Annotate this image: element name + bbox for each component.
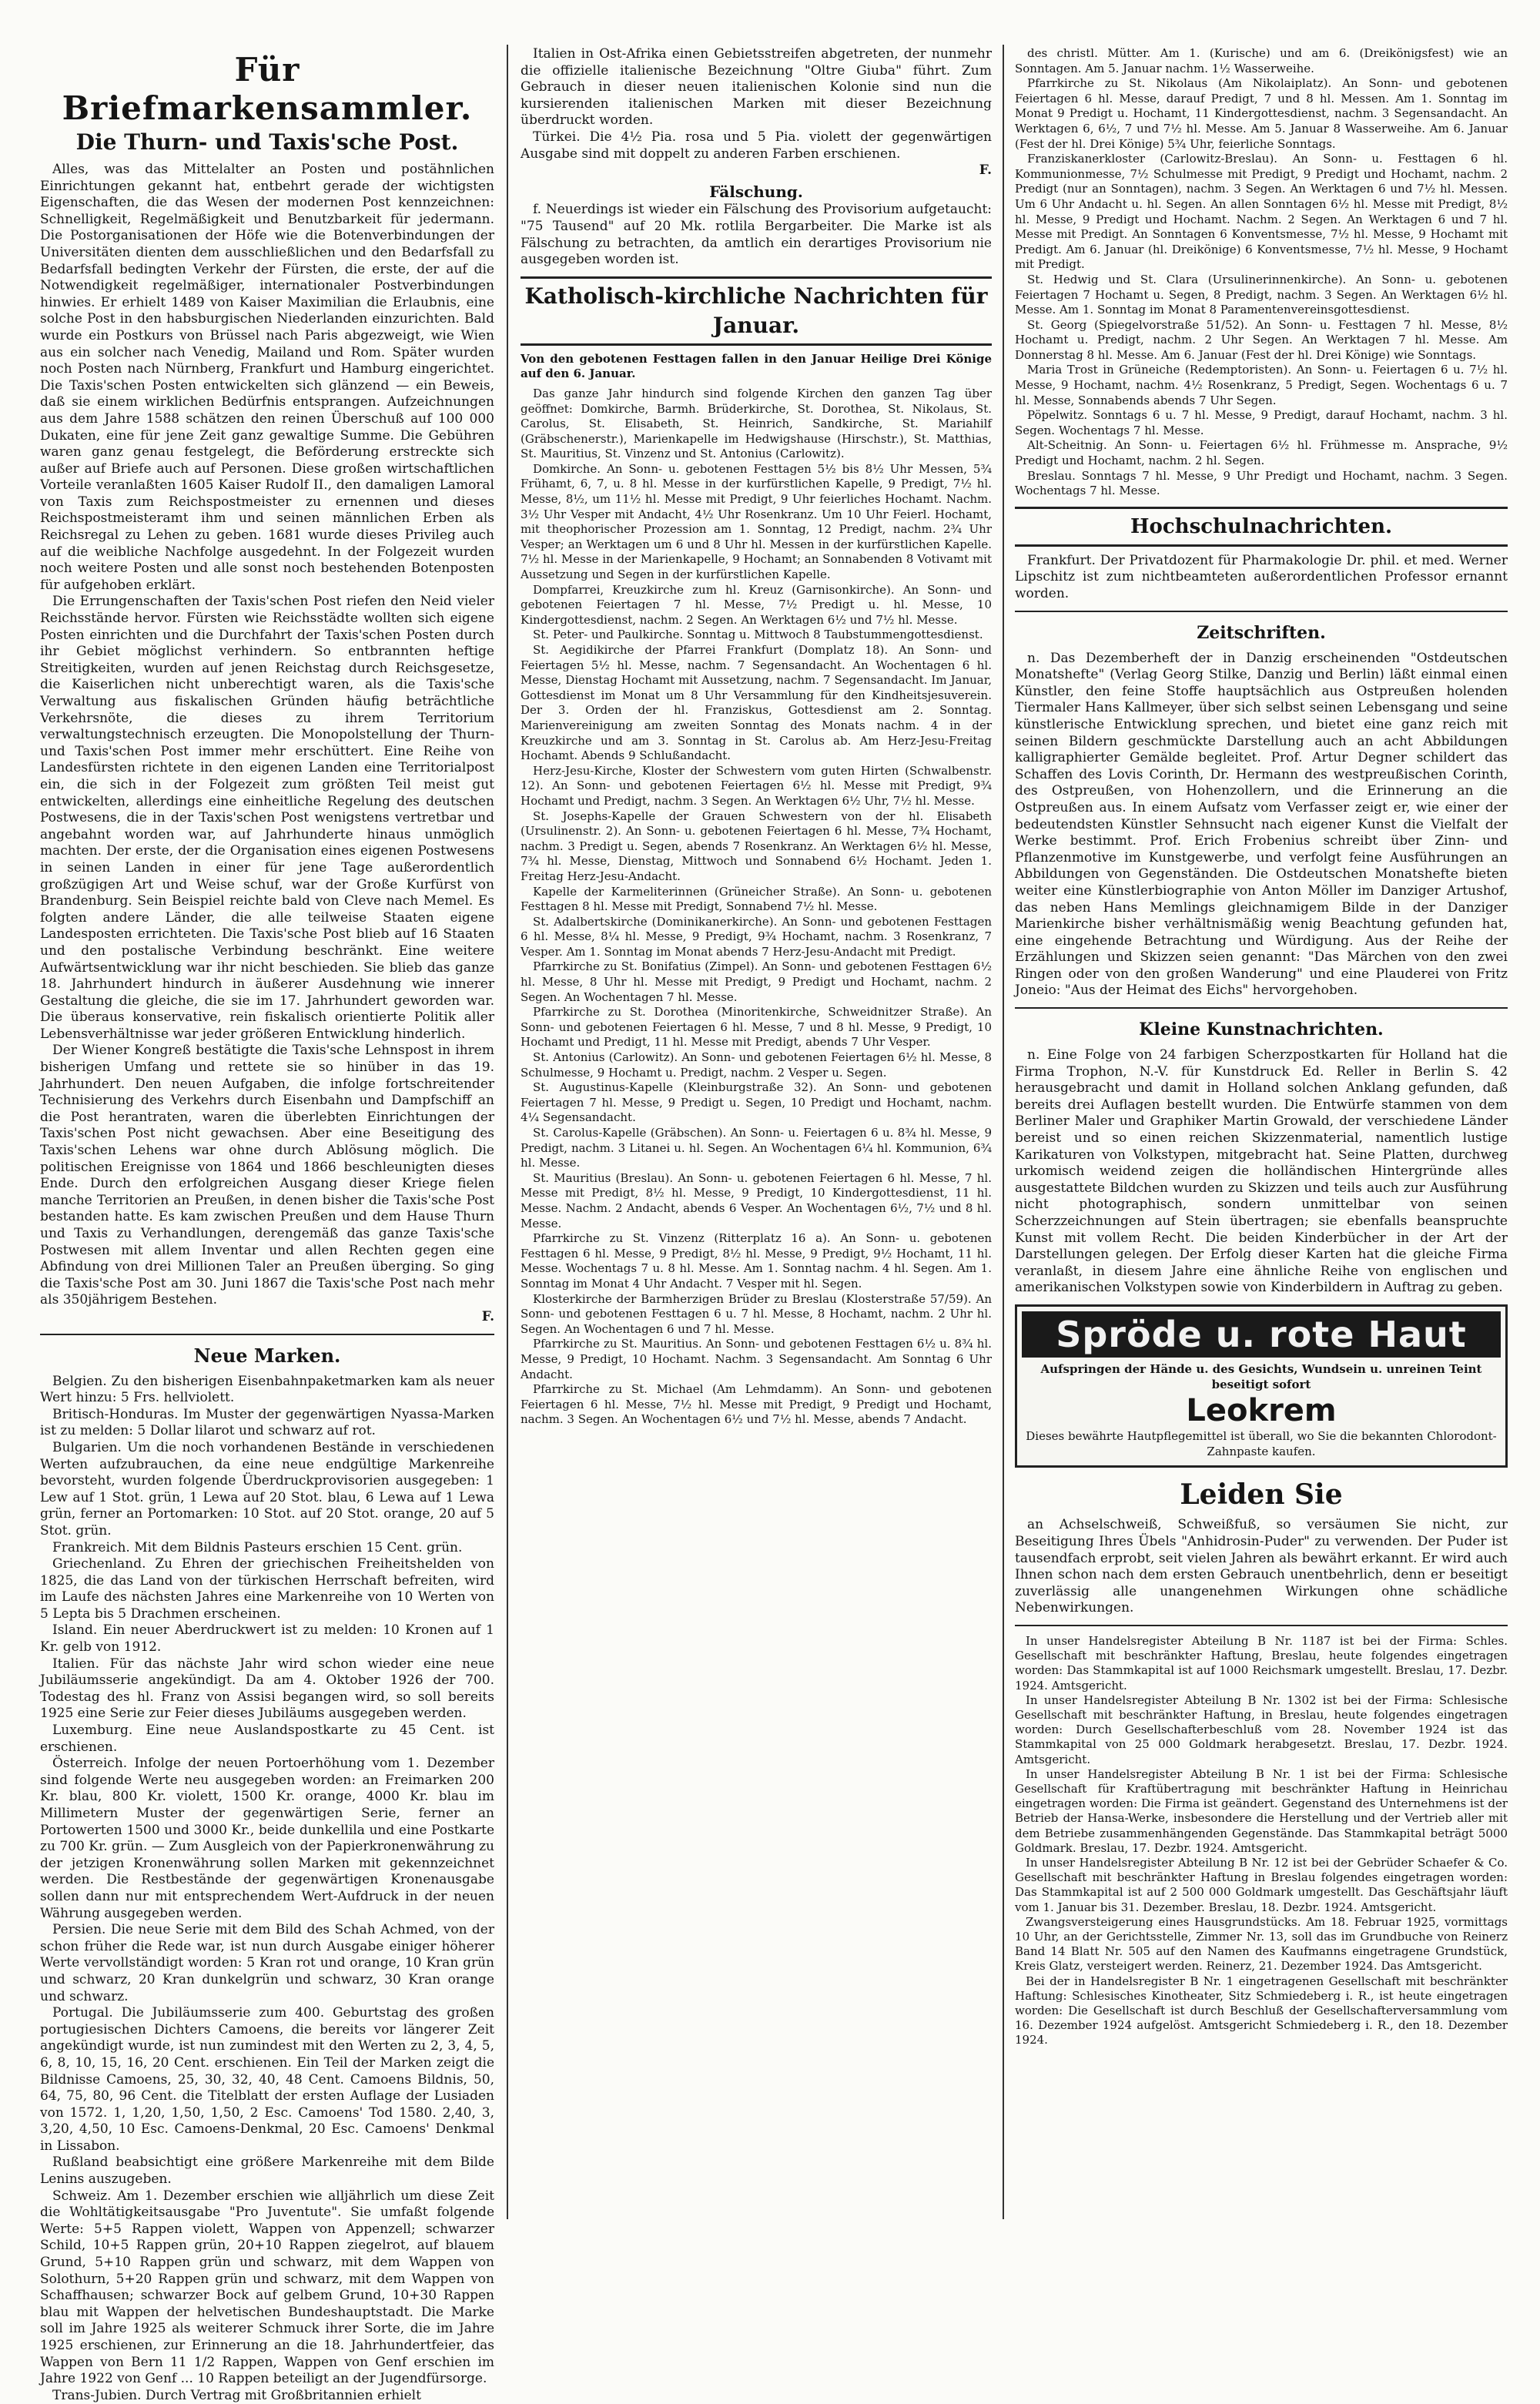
register-entry: In unser Handelsregister Abteilung B Nr. 1302 ist bei der Firma: Schlesische Gesellschaft mit beschränkter Haftung, in Breslau, heute folgendes eingetragen worden: Durch Gesellschafterbeschluß vom 28. November 1924 ist das Stammkapital von 25 000 Goldmark herabgesetzt. Breslau, 17. Dezbr. 1924. Amtsgericht. [1015, 1693, 1508, 1766]
church-entry: St. Antonius (Carlowitz). An Sonn- und gebotenen Feiertagen 6½ hl. Messe, 8 Schulmesse, 9 Hochamt u. Predigt, nachm. 2 Vesper u. Segen. [521, 1050, 992, 1080]
section-title-hochschul: Hochschulnachrichten. [1015, 507, 1508, 547]
ad-text: Aufspringen der Hände u. des Gesichts, Wundsein u. unreinen Teint beseitigt sofort [1040, 1361, 1482, 1391]
church-entry: St. Carolus-Kapelle (Gräbschen). An Sonn- u. Feiertagen 6 u. 8¾ hl. Messe, 9 Predigt, nachm. 3 Litanei u. hl. Segen. An Wochentagen 6¼ hl. Kommunion, 6¾ hl. Messe. [521, 1126, 992, 1170]
church-entry: St. Georg (Spiegelvorstraße 51/52). An Sonn- u. Festtagen 7 hl. Messe, 8½ Hochamt u. Predigt, nachm. 2 Uhr Segen. An Werktagen 7 hl. Messe. Am Donnerstag 8 hl. Messe. Am 6. Januar (Fest der hl. Drei Könige) wie Sonntags. [1015, 317, 1508, 362]
column-rule [507, 45, 508, 2219]
church-entry: St. Josephs-Kapelle der Grauen Schwestern von der hl. Elisabeth (Ursulinenstr. 2). An Sonn- u. gebotenen Feiertagen 6 hl. Messe, 7¾ Hochamt, nachm. 3 Predigt u. Segen, abends 7 Rosenkranz. An Werktagen 6½ hl. Messe, 7¾ hl. Messe, Dienstag, Mittwoch und Sonnabend 6½ Hochamt. Jeden 1. Freitag Herz-Jesu-Andacht. [521, 809, 992, 883]
church-entry: St. Adalbertskirche (Dominikanerkirche). An Sonn- und gebotenen Festtagen 6 hl. Messe, 8¼ hl. Messe, 9 Predigt, 9¾ Hochamt, nachm. 3 Rosenkranz, 7 Vesper. Am 1. Sonntag im Monat abends 7 Herz-Jesu-Andacht mit Predigt. [521, 914, 992, 959]
church-entry: St. Peter- und Paulkirche. Sonntag u. Mittwoch 8 Taubstummengottesdienst. [533, 628, 983, 642]
paragraph: Italien in Ost-Afrika einen Gebietsstreifen abgetreten, der nunmehr die offizielle italienische Bezeichnung "Oltre Giuba" führt. Zum Gebrauch in dieser neuen italienischen Kolonie sind nun die kursierenden italienischen Marken mit dieser Bezeichnung überdruckt worden. [521, 46, 992, 129]
news-item: Island. Ein neuer Aberdruckwert ist zu melden: 10 Kronen auf 1 Kr. gelb von 1912. [40, 1622, 494, 1656]
section-title-zeitschriften: Zeitschriften. [1197, 622, 1326, 643]
ad-headline: Spröde u. rote Haut [1022, 1311, 1501, 1358]
paragraph: f. Neuerdings ist wieder ein Fälschung des Provisorium aufgetaucht: "75 Tausend" auf 20 Mk. rotlila Bergarbeiter. Die Marke ist als Fälschung zu betrachten, da amtlich ein derartiges Provisorium nie ausgegeben worden ist. [521, 202, 992, 268]
register-notices [1015, 1634, 1508, 2048]
church-entry: Kapelle der Karmeliterinnen (Grüneicher Straße). An Sonn- u. gebotenen Festtagen 8 hl. Messe mit Predigt, Sonnabend 7½ hl. Messe. [521, 884, 992, 914]
news-item: Schweiz. Am 1. Dezember erschien wie alljährlich um diese Zeit die Wohltätigkeitsausgabe "Pro Juventute". Sie umfaßt folgende Werte: 5+5 Rappen violett, Wappen von Appenzell; schwarzer Schild, 10+5 Rappen grün, 20+10 Rappen ziegelrot, auf blauem Grund, 5+10 Rappen grün und schwarz, mit dem Wappen von Solothurn, 5+20 Rappen grün und schwarz, mit dem Wappen von Schaffhausen; schwarzer Bock auf gelbem Grund, 10+30 Rappen blau mit Wappen der helvetischen Bundeshauptstadt. Die Marke soll im Jahre 1925 als weiterer Schmuck ihrer Sorte, die im Jahre 1925 erschienen, zur Erinnerung an die 18. Jahrhundertfeier, das Wappen von Bern 11 1/2 Rappen, Wappen von Genf erschien im Jahre 1922 von Genf ... 10 Rappen beteiligt an der Jugendfürsorge. [40, 2188, 494, 2387]
news-item: Griechenland. Zu Ehren der griechischen Freiheitshelden von 1825, die das Land von der türkischen Herrschaft befreiten, wird im Laufe des nächsten Jahres eine Markenreihe von 10 Werten von 5 Lepta bis 5 Drachmen erscheinen. [40, 1556, 494, 1622]
article-title-thurn-taxis: Die Thurn- und Taxis'sche Post. [75, 129, 459, 155]
church-entry: Das ganze Jahr hindurch sind folgende Kirchen den ganzen Tag über geöffnet: Domkirche, Barmh. Brüderkirche, St. Dorothea, St. Nikolaus, St. Carolus, St. Elisabeth, St. Heinrich, Sandkirche, St. Mariahilf (Gräbschenerstr.), Marienkapelle im Hedwigshause (Hirschstr.), St. Matthias, St. Mauritius, St. Vinzenz und St. Antonius (Carlowitz). [521, 386, 992, 461]
news-item: Luxemburg. Eine neue Auslandspostkarte zu 45 Cent. ist erschienen. [40, 1723, 494, 1755]
ad-brand: Leokrem [1186, 1393, 1337, 1429]
section-title-briefmarken: Für Briefmarkensammler. [62, 51, 473, 127]
paragraph: n. Das Dezemberheft der in Danzig erscheinenden "Ostdeutschen Monatshefte" (Verlag Georg Stilke, Danzig und Berlin) läßt einmal einen Künstler, den feine Stoffe hauptsächlich aus Ostpreußen holenden Tiermaler Hans Kallmeyer, über sich selbst seinen Lebensgang und seine künstlerische Entwicklung sprechen, und bietet eine ganz reich mit seinen Bildern geschmückte Darstellung auch an acht Abbildungen kalligraphierter Gemälde begleitet. Prof. Artur Degner schildert das Schaffen des Lovis Corinth, Dr. Hermann des westpreußischen Corinth, des Ostpreußen, von Hohenzollern, und die Erinnerung an die Ostpreußen aus. In einem Aufsatz vom Verfasser zeigt er, wie einer der bedeutendsten Künstler Sehnsucht nach eigener Kunst die Vielfalt der Werke bestimmt. Prof. Erich Frobenius schreibt über Zinn- und Pflanzenmotive im Kunstgewerbe, und verfolgt feine Ausführungen an Abbildungen von Gegenständen. Die Ostdeutschen Monatshefte bieten weiter eine Künstlerbiographie von Anton Möller im Danziger Artushof, das neben Hans Memlings gleichnamigem Bilde in der Danziger Marienkirche bisher verhältnismäßig wenig Beachtung gefunden hat, eine eingehende Betrachtung und Würdigung. Aus der Reihe der Erzählungen und Skizzen seien genannt: "Das Märchen von den zwei Ringen oder von den großen Wanderung" und eine Plauderei von Fritz Joneio: "Aus der Heimat des Eichs" hervorgehoben. [1015, 650, 1508, 999]
section-title-neue-marken: Neue Marken. [193, 1344, 341, 1367]
church-entry: St. Mauritius (Breslau). An Sonn- u. gebotenen Feiertagen 6 hl. Messe, 7 hl. Messe mit Predigt, 8½ hl. Messe, 9 Predigt, 10 Kindergottesdienst, 11 hl. Messe. Nachm. 2 Andacht, abends 6 Vesper. An Wochentagen 6½, 7½ und 8 hl. Messe. [521, 1170, 992, 1230]
ad-text: an Achselschweiß, Schweißfuß, so versäumen Sie nicht, zur Beseitigung Ihres Übels "Anhidrosin-Puder" zu verwenden. Der Puder ist tausendfach erprobt, seit vielen Jahren als bewährt erkannt. Er wird auch Ihnen schon nach dem ersten Gebrauch unentbehrlich, denn er beseitigt zuverlässig alle unangenehmen Wirkungen ohne schädliche Nebenwirkungen. [1015, 1517, 1508, 1616]
column-philately [40, 46, 494, 2403]
section-title-faelschung: Fälschung. [709, 182, 803, 201]
paragraph: Frankfurt. Der Privatdozent für Pharmakologie Dr. phil. et med. Werner Lipschitz ist zum nichtbeamteten außerordentlichen Professor ernannt worden. [1015, 552, 1508, 601]
advertisement-leokrem [1015, 1304, 1508, 1468]
column-church [521, 46, 992, 2216]
news-item: Belgien. Zu den bisherigen Eisenbahnpaketmarken kam als neuer Wert hinzu: 5 Frs. hellviolett. [40, 1373, 494, 1406]
section-title-kirchliche-nachrichten: Katholisch-kirchliche Nachrichten für Januar. [521, 276, 992, 346]
church-entry: Pfarrkirche zu St. Nikolaus (Am Nikolaiplatz). An Sonn- und gebotenen Feiertagen 6 hl. Messe, darauf Predigt, 7 und 8 hl. Messen. Am 1. Sonntag im Monat 9 Predigt u. Hochamt, 11 Kindergottesdienst, nachm. 3 Segensandacht. An Werktagen 6, 6½, 7 und 7½ hl. Messe. Am 5. Januar 8 Wasserweihe. Am 6. Januar (Fest der hl. Drei Könige) 5¾ Uhr, feierliche Sonntags. [1015, 76, 1508, 151]
register-entry: Bei der in Handelsregister B Nr. 1 eingetragenen Gesellschaft mit beschränkter Haftung: Schlesisches Kinotheater, Sitz Schmiedeberg i. R., ist heute eingetragen worden: Die Gesellschaft ist durch Beschluß der Gesellschafterversammlung vom 16. Dezember 1924 aufgelöst. Amtsgericht Schmiedeberg i. R., den 18. Dezember 1924. [1015, 1974, 1508, 2047]
church-entry: Klosterkirche der Barmherzigen Brüder zu Breslau (Klosterstraße 57/59). An Sonn- und gebotenen Festtagen 6 u. 7 hl. Messe, 8 Hochamt, nachm. 2 Uhr hl. Segen. An Wochentagen 6 und 7 hl. Messe. [521, 1291, 992, 1336]
divider [1015, 1007, 1508, 1009]
divider [1015, 1625, 1508, 1626]
church-entry: Pöpelwitz. Sonntags 6 u. 7 hl. Messe, 9 Predigt, darauf Hochamt, nachm. 3 hl. Segen. Wochentags 7 hl. Messe. [1015, 408, 1508, 437]
paragraph: Alles, was das Mittelalter an Posten und postähnlichen Einrichtungen gekannt hat, entbehrt gerade der wichtigsten Eigenschaften, die das Wesen der modernen Post kennzeichnen: Schnelligkeit, Regelmäßigkeit und Benutzbarkeit für jedermann. Die Postorganisationen der Höfe wie die Botenverbindungen der Universitäten dienten dem ausschließlichen und den Bedarfsfall zu Bedarfsfall bedingten Verkehr der Fürsten, die erste, der auf die Notwendigkeit regelmäßiger, internationaler Postverbindungen hinwies. Er erhielt 1489 von Kaiser Maximilian die Erlaubnis, eine solche Post in den habsburgischen Niederlanden einzurichten. Bald wurde ein Postkurs von Brüssel nach Paris abgezweigt, wie Wien aus ein solcher nach Venedig, Mailand und Rom. Später wurden noch Posten nach Nürnberg, Frankfurt und Hamburg eingerichtet. Die Taxis'schen Posten entwickelten sich glänzend — ein Beweis, daß sie einem wirklichen Bedürfnis entsprangen. Aufzeichnungen aus dem Jahre 1588 schätzen den reinen Überschuß auf 100 000 Dukaten, eine für jene Zeit ganz gewaltige Summe. Die Gebühren waren ganz genau festgelegt, die Beförderung erstreckte sich außer auf Briefe auch auf Personen. Diese großen wirtschaftlichen Vorteile veranlaßten 1605 Kaiser Rudolf II., den damaligen Lamoral von Taxis zum Reichspostmeister zu ernennen und dieses Reichspostmeisteramt ihm und seinen männlichen Erben als Reichsregal zu Lehen zu geben. 1681 wurde dieses Privileg auch auf die weibliche Nachfolge ausgedehnt. In der Folgezeit wurden noch weitere Posten und alle sonst noch bestehenden Botenposten für aufgehoben erklärt. [40, 162, 494, 593]
paragraph: n. Eine Folge von 24 farbigen Scherzpostkarten für Holland hat die Firma Trophon, N.-V. für Kunstdruck Ed. Reller in Berlin S. 42 herausgebracht und damit in Holland solchen Anklang gefunden, daß bereits drei Auflagen bestellt wurden. Die Entwürfe stammen von dem Berliner Maler und Graphiker Martin Growald, der verschiedene Länder bereist und so einen reichen Skizzenmaterial, namentlich lustige Karikaturen von Volkstypen, mitgebracht hat. Seine Platten, durchweg urkomisch weidend zeigen die holländischen Hintergründe alles ausgestattete Bildchen wurden zu Skizzen und teils auch zur Ausführung nicht photographisch, sondern unmittelbar von seinen Scherzzeichnungen auf Stein übertragen; sie ebenfalls beanspruchte Kunst mit vollem Recht. Die beiden Kinderbücher in der Art der Darstellungen gelegen. Der Erfolg dieser Karten hat die gleiche Firma veranlaßt, in diesem Jahre eine ähnliche Reihe von englischen und amerikanischen Volkstypen sowie von Kinderbildern in Auftrag zu geben. [1015, 1047, 1508, 1296]
church-entry: Franziskanerkloster (Carlowitz-Breslau). An Sonn- u. Festtagen 6 hl. Kommunionmesse, 7½ Schulmesse mit Predigt, 9 Predigt und Hochamt, nachm. 2 Predigt (nur an Sonntagen), nachm. 3 Segen. An Werktagen 6 und 7½ hl. Messen. Um 6 Uhr Andacht u. hl. Segen. An allen Sonntagen 6½ hl. Messe mit Predigt, 8½ hl. Messe, 9 Predigt und Hochamt. Nachm. 2 Segen. An Werktagen 6 und 7 hl. Messe mit Predigt. An Sonntagen 6 Konventsmesse, 7½ hl. Messe, 9 Hochamt mit Predigt. Am 6. Januar (hl. Dreikönige) 6 Konventsmesse, 7½ hl. Messe, 9 Hochamt mit Predigt. [1015, 152, 1508, 272]
news-item: Trans-Jubien. Durch Vertrag mit Großbritannien erhielt [52, 2387, 421, 2403]
paragraph: Die Errungenschaften der Taxis'schen Post riefen den Neid vieler Reichsstände hervor. Fürsten wie Reichsstädte wollten sich eigene Posten einrichten und die Durchfahrt der Taxis'schen Posten durch ihr Gebiet möglichst verhindern. So entbrannten heftige Streitigkeiten, wurden auf jenen Reichstag durch Reichsgesetze, die Kaiserlichen nicht unberechtigt waren, als die Taxis'sche Verwaltung aus fiskalischen Gründen häufig beträchtliche Verkehrsnöte, die dieses zu ihrem Territorium verwaltungstechnisch erzeugten. Die Monopolstellung der Thurn- und Taxis'schen Post immer mehr erschüttert. Eine Reihe von Landesfürsten richtete in den eigenen Landen eine Territorialpost ein, die sich in der Folgezeit zum größten Teil meist gut entwickelten, allerdings eine einheitliche Regelung des deutschen Postwesens, die in der Taxis'schen Post wenigstens vertretbar und angebahnt worden war, auf Jahrhunderte hinaus unmöglich machten. Der erste, der die Organisation eines eigenen Postwesens in seinen Landen in einer für jene Tage außerordentlich großzügigen Art und Weise schuf, war der Große Kurfürst von Brandenburg. Sein Beispiel reichte bald von Cleve nach Memel. Es folgten andere Länder, die alle teilweise Staaten eigene Landesposten errichteten. Die Taxis'sche Post blieb auf 16 Staaten und den postalische Verbindung beschränkt. Eine weitere Aufwärtsentwicklung war ihr nicht beschieden. Sie blieb das ganze 18. Jahrhundert hindurch in äußerer Ausdehnung wie innerer Gestaltung die gleiche, die sie im 17. Jahrhundert geworden war. Die überaus konservative, rein fiskalisch orientierte Politik aller Lebensverhältnisse war jeder größeren Entwicklung hinderlich. [40, 594, 494, 1042]
news-item: Britisch-Honduras. Im Muster der gegenwärtigen Nyassa-Marken ist zu melden: 5 Dollar lilarot und schwarz auf rot. [40, 1406, 494, 1439]
news-item: Frankreich. Mit dem Bildnis Pasteurs erschien 15 Cent. grün. [52, 1539, 463, 1555]
ad-headline-leiden-sie: Leiden Sie [1180, 1478, 1343, 1512]
church-entry: Alt-Scheitnig. An Sonn- u. Feiertagen 6½ hl. Frühmesse m. Ansprache, 9½ Predigt und Hochamt, nachm. 2 hl. Segen. [1015, 438, 1508, 468]
news-item: Österreich. Infolge der neuen Portoerhöhung vom 1. Dezember sind folgende Werte neu ausgegeben worden: an Freimarken 200 Kr. blau, 800 Kr. violett, 1500 Kr. orange, 4000 Kr. blau im Millimetern Muster der gegenwärtigen Serie, ferner an Portowerten 1500 und 3000 Kr., beide dunkellila und eine Postkarte zu 700 Kr. grün. — Zum Ausgleich von der Papierkronenwährung zu der jetzigen Kronenwährung sollen Marken mit gekennzeichnet werden. Die Restbestände der gegenwärtigen Kronenausgabe sollen dann nur mit entsprechendem Wert-Aufdruck in der neuen Währung ausgegeben werden. [40, 1756, 494, 1921]
signature: F. [979, 162, 992, 179]
church-entry: Pfarrkirche zu St. Bonifatius (Zimpel). An Sonn- und gebotenen Festtagen 6½ hl. Messe, 8 Uhr hl. Messe mit Predigt, 9 Predigt und Hochamt, nachm. 2 Segen. An Wochentagen 7 hl. Messe. [521, 959, 992, 1004]
church-entry: Maria Trost in Grüneiche (Redemptoristen). An Sonn- u. Feiertagen 6 u. 7½ hl. Messe, 9 Hochamt, nachm. 4½ Rosenkranz, 5 Predigt, Segen. Wochentags 6 u. 7 hl. Messe, Sonnabends abends 7 Uhr Segen. [1015, 363, 1508, 407]
column-rule [1003, 45, 1004, 2219]
ad-text: Dieses bewährte Hautpflegemittel ist überall, wo Sie die bekannten Chlorodont-Zahnpaste kaufen. [1026, 1429, 1497, 1458]
church-entry: St. Aegidikirche der Pfarrei Frankfurt (Domplatz 18). An Sonn- und Feiertagen 5½ hl. Messe, nachm. 7 Segensandacht. An Wochentagen 6 hl. Messe, Dienstag Hochamt mit Aussetzung, nachm. 7 Segensandacht. Im Januar, Gottesdienst im Monat um 8 Uhr Versammlung für den Kindheitsjesuverein. Der 3. Orden der hl. Franziskus, Gottesdienst am 2. Sonntag. Marienvereinigung am zweiten Sonntag des Monats nachm. 4 in der Kreuzkirche und am 3. Sonntag in St. Carolus ab. Am Herz-Jesu-Freitag Hochamt. Abends 9 Schlußandacht. [521, 643, 992, 763]
news-item: Portugal. Die Jubiläumsserie zum 400. Geburtstag des großen portugiesischen Dichters Camoens, die bereits vor längerer Zeit angekündigt wurde, ist nun zumindest mit den Werten zu 2, 3, 4, 5, 6, 8, 10, 15, 16, 20 Cent. erschienen. Ein Teil der Marken zeigt die Bildnisse Camoens, 25, 30, 32, 40, 48 Cent. Camoens Bildnis, 50, 64, 75, 80, 96 Cent. die Titelblatt der ersten Auflage der Lusiaden von 1572. 1, 1,20, 1,50, 1,50, 2 Esc. Camoens' Tod 1580. 2,40, 3, 3,20, 4,50, 10 Esc. Camoens-Denkmal, 20 Esc. Camoens' Denkmal in Lissabon. [40, 2005, 494, 2154]
church-entry: des christl. Mütter. Am 1. (Kurische) und am 6. (Dreikönigsfest) wie an Sonntagen. Am 5. Januar nachm. 1½ Wasserweihe. [1015, 46, 1508, 75]
register-entry: In unser Handelsregister Abteilung B Nr. 1187 ist bei der Firma: Schles. Gesellschaft mit beschränkter Haftung, Breslau, heute folgendes eingetragen worden: Das Stammkapital ist auf 1000 Reichsmark umgestellt. Breslau, 17. Dezbr. 1924. Amtsgericht. [1015, 1633, 1508, 1693]
register-entry: Zwangsversteigerung eines Hausgrundstücks. Am 18. Februar 1925, vormittags 10 Uhr, an der Gerichtsstelle, Zimmer Nr. 13, soll das im Grundbuche von Reinerz Band 14 Blatt Nr. 505 auf den Namen des Kaufmanns eingetragene Grundstück, Kreis Glatz, versteigert werden. Reinerz, 21. Dezember 1924. Das Amtsgericht. [1015, 1914, 1508, 1974]
news-item: Bulgarien. Um die noch vorhandenen Bestände in verschiedenen Werten aufzubrauchen, da eine neue endgültige Markenreihe bevorsteht, wurden folgende Überdruckprovisorien ausgegeben: 1 Lew auf 1 Stot. grün, 1 Lewa auf 20 Stot. blau, 6 Lewa auf 1 Lewa grün, ferner an Portomarken: 10 Stot. auf 20 Stot. orange, 20 auf 5 Stot. grün. [40, 1439, 494, 1538]
divider [1015, 611, 1508, 612]
divider [40, 1334, 494, 1335]
news-item: Persien. Die neue Serie mit dem Bild des Schah Achmed, von der schon früher die Rede war, ist nun durch Ausgabe einiger höherer Werte vervollständigt worden: 5 Kran rot und orange, 10 Kran grün und schwarz, 20 Kran dunkelgrün und schwarz, 30 Kran orange und schwarz. [40, 1922, 494, 2004]
paragraph: Der Wiener Kongreß bestätigte die Taxis'sche Lehnspost in ihrem bisherigen Umfang und rettete sie so hinüber in das 19. Jahrhundert. Den neuen Aufgaben, die infolge fortschreitender Technisierung des Verkehrs durch Eisenbahn und Dampfschiff an die Post herantraten, waren die überlebten Einrichtungen der Taxis'schen Post nicht gewachsen. Aber eine Beseitigung des Taxis'schen Lehens war ohne durch Ablösung möglich. Die politischen Ereignisse von 1864 und 1866 beschleunigten dieses Ende. Durch den erfolgreichen Ausgang dieser Kriege fielen manche Territorien an Preußen, in denen bisher die Taxis'sche Post bestanden hatte. Es kam zwischen Preußen und dem Hause Thurn und Taxis zu Verhandlungen, derengemäß das ganze Taxis'sche Postwesen mit allem Inventar und allen Rechten gegen eine Abfindung von drei Millionen Taler an Preußen überging. So ging die Taxis'sche Post am 30. Juni 1867 die Taxis'sche Post nach mehr als 350jährigem Bestehen. [40, 1043, 494, 1308]
register-entry: In unser Handelsregister Abteilung B Nr. 12 ist bei der Gebrüder Schaefer & Co. Gesellschaft mit beschränkter Haftung in Breslau folgendes eingetragen worden: Das Stammkapital ist auf 2 500 000 Goldmark umgestellt. Das Geschäftsjahr läuft vom 1. Januar bis 31. Dezember. Breslau, 18. Dezbr. 1924. Amtsgericht. [1015, 1855, 1508, 1914]
signature: F. [481, 1308, 494, 1324]
church-entry: Dompfarrei, Kreuzkirche zum hl. Kreuz (Garnisonkirche). An Sonn- und gebotenen Feiertagen 7 hl. Messe, 7½ Predigt u. hl. Messe, 10 Kindergottesdienst, nachm. 2 Segen. An Werktagen 6½ und 7½ hl. Messe. [521, 582, 992, 627]
church-entry: Breslau. Sonntags 7 hl. Messe, 9 Uhr Predigt und Hochamt, nachm. 3 Segen. Wochentags 7 hl. Messe. [1015, 468, 1508, 498]
section-title-kunstnachrichten: Kleine Kunstnachrichten. [1139, 1020, 1384, 1040]
news-item: Italien. Für das nächste Jahr wird schon wieder eine neue Jubiläumsserie angekündigt. Da am 4. Oktober 1926 der 700. Todestag des hl. Franz von Assisi begangen wird, so soll bereits 1925 eine Serie zur Feier dieses Jubiläums ausgegeben werden. [40, 1656, 494, 1722]
church-entry: Domkirche. An Sonn- u. gebotenen Festtagen 5½ bis 8½ Uhr Messen, 5¾ Frühamt, 6, 7, u. 8 hl. Messe in der kurfürstlichen Kapelle, 9 Predigt, 7½ hl. Messe, 8½, um 11½ hl. Messe mit Predigt, 9 Uhr feierliches Hochamt. Nachm. 3½ Uhr Vesper mit Andacht, 4½ Uhr Rosenkranz. Um 10 Uhr Feierl. Hochamt, mit theophorischer Prozession am 1. Sonntag, 12 Predigt, nachm. 2¾ Uhr Vesper; an Werktagen um 6 und 8 Uhr hl. Messen in der kurfürstlichen Kapelle. 7½ hl. Messe in der Marienkapelle, 9 Hochamt; an Sonnabenden 8 Votivamt mit Aussetzung und Segen in der kurfürstlichen Kapelle. [521, 461, 992, 582]
church-entry: Pfarrkirche zu St. Mauritius. An Sonn- und gebotenen Festtagen 6½ u. 8¾ hl. Messe, 9 Predigt, 10 Hochamt. Nachm. 3 Segensandacht. Am Sonntag 6 Uhr Andacht. [521, 1337, 992, 1381]
church-entry: Herz-Jesu-Kirche, Kloster der Schwestern vom guten Hirten (Schwalbenstr. 12). An Sonn- und gebotenen Feiertagen 6½ hl. Messe mit Predigt, 9¾ Hochamt und Predigt, nachm. 3 Segen. An Werktagen 6½ Uhr, 7½ hl. Messe. [521, 763, 992, 808]
church-entry: St. Hedwig und St. Clara (Ursulinerinnenkirche). An Sonn- u. gebotenen Feiertagen 7 Hochamt u. Segen, 8 Predigt, nachm. 3 Segen. An Werktagen 6½ hl. Messe. Am 1. Sonntag im Monat 8 Paramentenvereinsgottesdienst. [1015, 272, 1508, 317]
register-entry: In unser Handelsregister Abteilung B Nr. 1 ist bei der Firma: Schlesische Gesellschaft für Kraftübertragung mit beschränkter Haftung in Heinrichau eingetragen worden: Die Firma ist geändert. Gegenstand des Unternehmens ist der Betrieb der Hansa-Werke, insbesondere die Herstellung und der Vertrieb aller mit dem Betriebe zusammenhängenden Gegenstände. Das Stammkapital beträgt 5000 Goldmark. Breslau, 17. Dezbr. 1924. Amtsgericht. [1015, 1766, 1508, 1855]
news-item: Rußland beabsichtigt eine größere Markenreihe mit dem Bilde Lenins auszugeben. [40, 2155, 494, 2188]
column-misc [1015, 46, 1508, 2216]
church-entry: Pfarrkirche zu St. Michael (Am Lehmdamm). An Sonn- und gebotenen Feiertagen 6 hl. Messe, 7½ hl. Messe mit Predigt, 9 Predigt und Hochamt, nachm. 3 Segen. An Wochentagen 6½ und 7½ hl. Messe, abends 7 Andacht. [521, 1382, 992, 1427]
church-entry: St. Augustinus-Kapelle (Kleinburgstraße 32). An Sonn- und gebotenen Feiertagen 7 hl. Messe, 9 Predigt u. Segen, 10 Predigt und Hochamt, nachm. 4¼ Segensandacht. [521, 1080, 992, 1125]
intro: Von den gebotenen Festtagen fallen in den Januar Heilige Drei Könige auf den 6. Januar. [521, 351, 992, 381]
paragraph: Türkei. Die 4½ Pia. rosa und 5 Pia. violett der gegenwärtigen Ausgabe sind mit doppelt zu anderen Farben erschienen. [521, 129, 992, 162]
church-entry: Pfarrkirche zu St. Dorothea (Minoritenkirche, Schweidnitzer Straße). An Sonn- und gebotenen Feiertagen 6 hl. Messe, 7 und 8 hl. Messe, 9 Predigt, 10 Hochamt und Predigt, 11 hl. Messe mit Predigt, abends 7 Uhr Vesper. [521, 1005, 992, 1050]
church-entry: Pfarrkirche zu St. Vinzenz (Ritterplatz 16 a). An Sonn- u. gebotenen Festtagen 6 hl. Messe, 9 Predigt, 8½ hl. Messe, 9 Predigt, 9½ Hochamt, 11 hl. Messe. Wochentags 7 u. 8 hl. Messe. Am 1. Sonntag nachm. 4 hl. Segen. Am 1. Sonntag im Monat 4 Uhr Andacht. 7 Vesper mit hl. Segen. [521, 1231, 992, 1291]
